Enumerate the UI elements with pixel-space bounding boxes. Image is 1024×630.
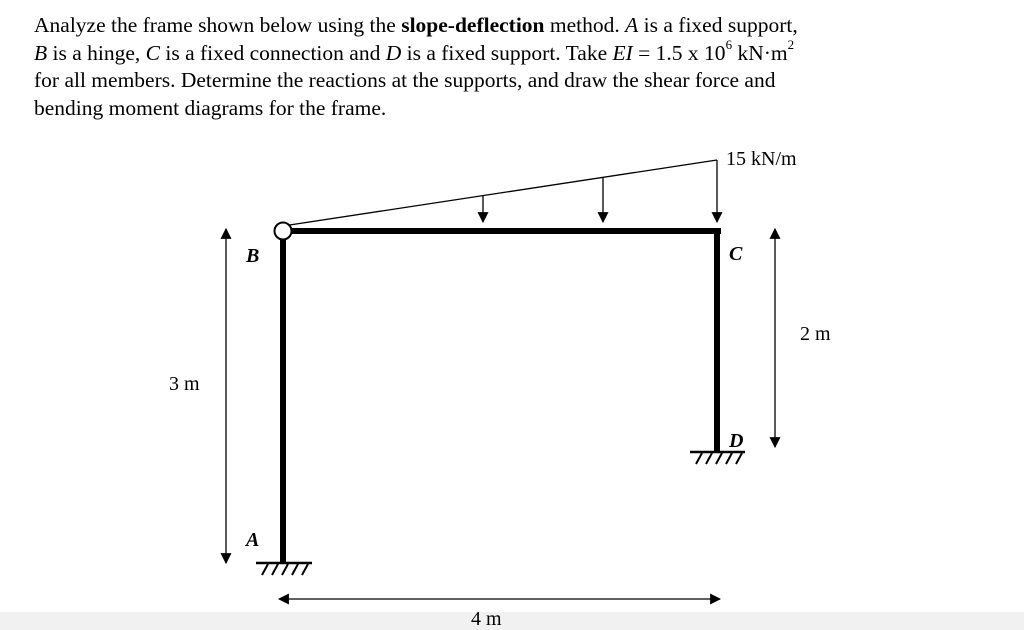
label-a: A	[246, 529, 260, 551]
dimension-bc-label: 4 m	[471, 608, 502, 630]
line1-text-2: method.	[544, 13, 626, 37]
dimension-ab-label: 3 m	[169, 373, 200, 395]
line1-end: is a fixed support,	[638, 13, 798, 37]
line1-text: Analyze the frame shown below using the	[34, 13, 402, 37]
ei-value: = 1.5 x 10	[632, 40, 726, 65]
label-c: C	[729, 243, 743, 265]
problem-line-3: for all members. Determine the reactions at the supports, and draw the shear force and	[34, 68, 776, 92]
line2-text-3: is a fixed support. Take	[401, 40, 613, 65]
ei-unit: kN·m	[732, 40, 788, 65]
ei-exponent: 6	[725, 37, 733, 53]
dimension-cd-label: 2 m	[800, 323, 831, 345]
line2-text-1: is a hinge,	[47, 40, 146, 65]
method-name: slope-deflection	[401, 13, 545, 37]
ei-unit-exponent: 2	[787, 37, 795, 53]
line2-text-2: is a fixed connection and	[160, 40, 386, 65]
problem-line-4: bending moment diagrams for the frame.	[34, 95, 387, 120]
load-label: 15 kN/m	[726, 148, 797, 170]
point-b-ref: B	[34, 40, 48, 65]
ei-symbol: EI	[612, 40, 633, 65]
point-d-ref: D	[385, 40, 402, 65]
point-a-ref: A	[625, 13, 639, 37]
point-c-ref: C	[145, 40, 161, 65]
label-d: D	[729, 430, 744, 452]
label-b: B	[246, 245, 260, 267]
